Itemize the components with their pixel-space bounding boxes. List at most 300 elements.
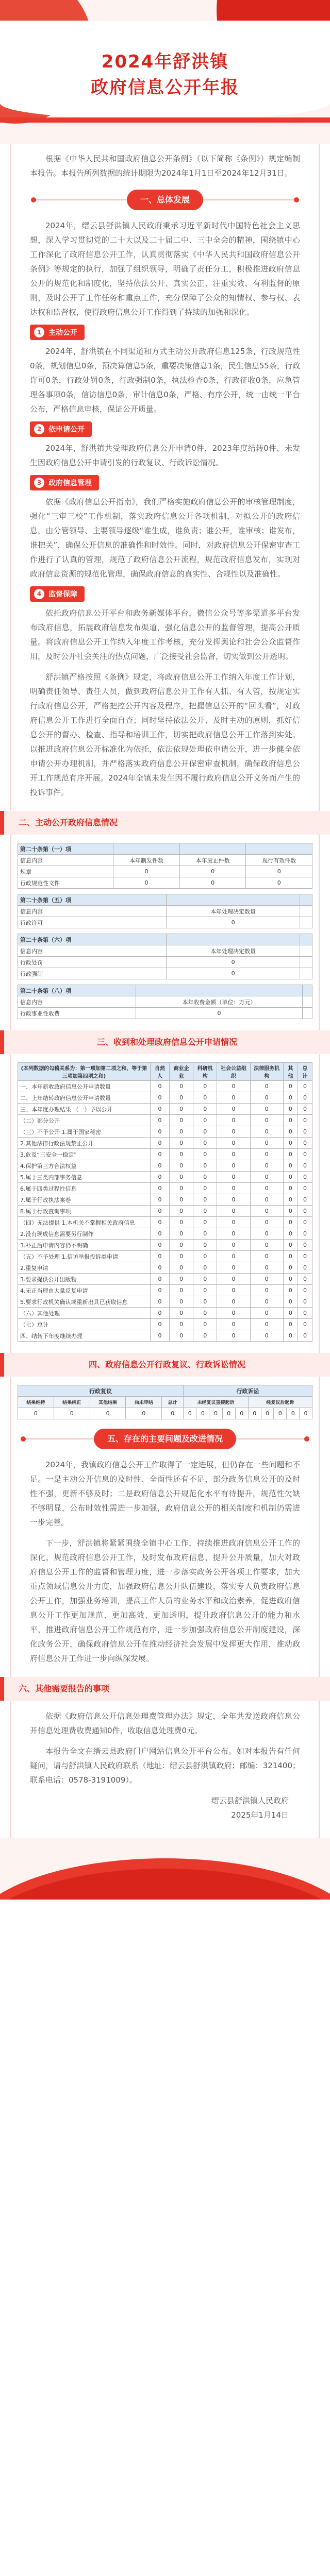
table-row [18, 945, 312, 957]
table-cell: 0 [150, 1308, 169, 1319]
table-cell: 0 [150, 1149, 169, 1160]
supervision-paragraph: 依托政府信息公开平台和政务新媒体平台，微信公众号等多渠道多平台发布政府信息，拓展政府信息发布渠道，强化信息公开的监督管理，提高公开质量。将政府信息公开工作纳入年度工作考核，充分发挥舆论和社会公众监督作用，及时公开社会关注的热点问题，广泛接受社会监督，切实做到公开透明。 [30, 608, 300, 661]
section-1-paragraph: 2024年，缙云县舒洪镇人民政府秉承习近平新时代中国特色社会主义思想，深入学习贯彻党的二十大以及二十届二中、三中全会的精神，围绕镇中心工作深化了政府信息公开工作，认真贯彻落实《中华人民共和国政府信息公开条例》等规定的执行，加强了组织领导，明确了责任分工，积极推进政府信息公开的规范化和制度化，坚持依法公开、真实公正、注重实效、有利监督的原则，及时公开了工作任务和重点工作，充分保障了公众的知情权、参与权、表达权和监督权，使得政府信息公开工作得到了持续的加强和深化。 [30, 221, 300, 317]
table-cell: 0 [170, 1183, 193, 1194]
table-cell [167, 934, 300, 945]
table-cell: 0 [170, 1206, 193, 1217]
table-cell: 0 [217, 1296, 250, 1308]
table-cell: 0 [150, 1206, 169, 1217]
table-cell: 行政强制 [18, 968, 167, 979]
table-cell: 0 [193, 1081, 217, 1092]
table-header-cell: 科研机构 [193, 1063, 217, 1081]
table-cell: 0 [298, 1092, 312, 1104]
table-cell [246, 843, 312, 855]
table-cell: 0 [150, 1126, 169, 1138]
table-cell: 0 [298, 1149, 312, 1160]
table-cell: 0 [170, 1240, 193, 1251]
table-row [18, 996, 312, 1008]
table-cell: 7.属于行政执法案卷 [18, 1194, 151, 1206]
table-cell: 0 [217, 1183, 250, 1194]
subtag-number: 2 [34, 424, 44, 434]
table-row [18, 985, 312, 996]
table-row [18, 855, 312, 866]
table-cell: 0 [193, 1240, 217, 1251]
table-cell: 0 [170, 1285, 193, 1296]
table-cell: 0 [170, 1115, 193, 1126]
section-4-title: 四、政府信息公开行政复议、行政诉讼情况 [88, 1360, 245, 1369]
table-cell: 0 [283, 1217, 298, 1228]
table-cell: 0 [250, 1217, 283, 1228]
section-6-paragraph-2: 本报告全文在缙云县政府门户网站信息公开平台公布。如对本报告有任何疑问，请与舒洪镇人民政府联系（地址：缙云县舒洪镇政府；邮编：321400；联系电话：0578-3191009）。 [30, 1747, 300, 1785]
section-6-title: 六、其他需要报告的事项 [19, 1684, 110, 1693]
table-cell: 0 [298, 1081, 312, 1092]
table-cell: 0 [298, 1308, 312, 1319]
table-cell: 2.重复申请 [18, 1262, 151, 1274]
table-cell: 0 [217, 1228, 250, 1240]
subtag-label: 监督保障 [48, 590, 77, 599]
signature-date: 2025年1月14日 [231, 1810, 289, 1820]
section-2-band [0, 811, 330, 835]
table-cell: 0 [250, 1183, 283, 1194]
table-cell: 第二十条第（六）项 [18, 934, 167, 945]
table-cell: 0 [283, 1092, 298, 1104]
table-cell: 0 [150, 1240, 169, 1251]
table-cell: 0 [193, 1262, 217, 1274]
section-1-banner [31, 189, 299, 211]
table-cell: 0 [150, 1251, 169, 1262]
table-cell [300, 968, 312, 979]
table-cell: 0 [193, 1308, 217, 1319]
table-cell: 0 [298, 1319, 312, 1330]
table-cell: 0 [217, 1319, 250, 1330]
table-cell: 0 [217, 1251, 250, 1262]
table-cell: 4.无正当理由大量反复申请 [18, 1285, 151, 1296]
subtag-active-disclosure [30, 325, 85, 340]
table-row [18, 1408, 312, 1419]
table-cell: 0 [150, 1274, 169, 1285]
table-cell: 信息内容 [18, 945, 167, 957]
banner-dot [294, 197, 299, 202]
table-cell: 三、本年度办理结果 （一）予以公开 [18, 1104, 151, 1115]
table-cell [302, 996, 312, 1008]
table-cell: 0 [150, 1081, 169, 1092]
table-cell: 0 [250, 1240, 283, 1251]
table-cell: 0 [283, 1194, 298, 1206]
subtag-number: 3 [34, 478, 44, 488]
table-cell: 0 [217, 1308, 250, 1319]
table-cell: 4.保护第三方合法权益 [18, 1160, 151, 1172]
table-cell: 现行有效件数 [246, 855, 312, 866]
table-cell: 0 [248, 1408, 261, 1419]
table-header-cell: 经复议后起诉 [248, 1397, 312, 1408]
table-cell: 0 [283, 1262, 298, 1274]
table-cell: 0 [150, 1172, 169, 1183]
table-row [18, 917, 312, 928]
table-cell: 0 [250, 1319, 283, 1330]
table-cell: 0 [170, 1262, 193, 1274]
table-cell: 0 [150, 1160, 169, 1172]
table-cell: 0 [250, 1138, 283, 1149]
table-cell: 3.危及“三安全一稳定” [18, 1149, 151, 1160]
table-cell: 0 [298, 1126, 312, 1138]
table-cell: 0 [298, 1115, 312, 1126]
table-cell: 0 [283, 1081, 298, 1092]
table-cell: 0 [196, 1408, 209, 1419]
table-4 [18, 1385, 312, 1419]
table-cell: 0 [298, 1172, 312, 1183]
table-cell: 0 [170, 1274, 193, 1285]
table-cell: 0 [193, 1217, 217, 1228]
table-cell: 0 [193, 1138, 217, 1149]
table-cell: 2.其他法律行政法规禁止公开 [18, 1138, 151, 1149]
table-cell: 0 [250, 1115, 283, 1126]
section-5-paragraph-1: 2024年，我镇政府信息公开工作取得了一定进展，但仍存在一些问题和不足。一是主动公开信息的及时性、全面性还有不足，部分政务信息公开的及时性不强，更新不够及时；二是政府信息公开规范化水平有待提升，规范性欠缺不够明显，公布时效性需进一步加强，政府信息公开的相关制度和机制仍需进一步完善。 [30, 1460, 300, 1527]
subtag-label: 依申请公开 [48, 426, 85, 434]
table-row [18, 1308, 312, 1319]
table-cell: 0 [170, 1308, 193, 1319]
table-cell: 0 [150, 1319, 169, 1330]
table-cell [300, 894, 312, 906]
table-cell: 3.要求提供公开出版物 [18, 1274, 151, 1285]
table-cell: 0 [298, 1138, 312, 1149]
table-cell: 本年制发件数 [113, 855, 180, 866]
table-cell: 0 [298, 1285, 312, 1296]
table-cell: 本年处理决定数量 [167, 906, 300, 917]
table-cell: （二）部分公开 [18, 1115, 151, 1126]
table-row [18, 1206, 312, 1217]
subtag-number: 1 [34, 327, 44, 337]
table-cell: 0 [150, 1262, 169, 1274]
table-cell: 0 [283, 1126, 298, 1138]
table-cell: 0 [283, 1172, 298, 1183]
table-row [18, 1296, 312, 1308]
table-cell: 0 [217, 1104, 250, 1115]
table-cell: 0 [250, 1092, 283, 1104]
table-cell: 0 [193, 1126, 217, 1138]
table-cell: 0 [193, 1251, 217, 1262]
table-cell: 0 [298, 1251, 312, 1262]
table-cell: 0 [217, 1115, 250, 1126]
supervision-extra-paragraph: 舒洪镇严格按照《条例》规定，将政府信息公开工作纳入年度工作计划，明确责任领导、责任人员，做到政府信息公开工作有人抓、有人管，按规定实行政府信息公开，严格把控公开内容及程序，把握信息公开的“回头看”，对政府信息公开工作进行全面自查；同时坚持依法公开、及时主动的原则，抓好信息公开的督办、检查、指导和培训工作，切实把政府信息公开工作落到实处。以推进政府信息公开标准化为依托，依法依规处理依申请公开，进一步健全依申请公开办理机制，并严格落实政府信息公开保密审查机制，确保政府信息公开工作规范有序开展。2024年全镇未发生因不履行政府信息公开义务而产生的投诉事件。 [30, 672, 300, 797]
table-cell: 0 [250, 1251, 283, 1262]
table-cell: 0 [217, 1160, 250, 1172]
section-5-paragraph-2: 下一步，舒洪镇将紧紧围绕全镇中心工作，持续推进政府信息公开工作的深化，规范政府信息公开工作，及时发布政府信息，提升公开质量，加大对政府信息公开工作的监督和管理力度，进一步落实政务公开各项工作要求，加大重点领域信息公开力度，加强政府信息公开队伍建设，落实专人负责政府信息公开工作，加强业务培训，提高工作人员的业务水平和政治素养，促进政府信息公开工作更加规范、更加高效、更加透明，提升政府信息公开的能力和水平，推进政府信息公开工作规范有序，进一步加强政府信息公开制度建设，深化政务公开，确保政府信息公开在推动经济社会发展中发挥更大作用，推动政府信息公开工作进一步向纵深发展。 [30, 1538, 300, 1663]
table-cell: 0 [298, 1194, 312, 1206]
signature-org: 缙云县舒洪镇人民政府 [211, 1796, 289, 1805]
table-cell: 0 [217, 1126, 250, 1138]
table-cell: 0 [170, 1104, 193, 1115]
table-cell: 0 [126, 1408, 162, 1419]
table-header-row [18, 1397, 312, 1408]
table-cell: 二、上年结转政府信息公开申请数量 [18, 1092, 151, 1104]
table-cell: 6.属于四类过程性信息 [18, 1183, 151, 1194]
table-cell: 0 [193, 1274, 217, 1285]
table-cell: 0 [217, 1262, 250, 1274]
table-header-cell: 总计 [298, 1063, 312, 1081]
table-cell [300, 945, 312, 957]
table-row [18, 1104, 312, 1115]
table-cell: 0 [193, 1160, 217, 1172]
table-cell: 0 [283, 1251, 298, 1262]
table-cell: 0 [150, 1217, 169, 1228]
table-cell: 0 [90, 1408, 126, 1419]
table-cell: 0 [167, 917, 300, 928]
table-cell: 0 [250, 1160, 283, 1172]
table-cell: 0 [283, 1296, 298, 1308]
table-cell: 0 [179, 866, 246, 877]
table-cell: 0 [193, 1296, 217, 1308]
table-cell [300, 906, 312, 917]
table-cell: 0 [283, 1228, 298, 1240]
table-row [18, 1081, 312, 1092]
table-cell: 0 [193, 1092, 217, 1104]
table-2-wrapper [0, 843, 330, 1019]
table-header-cell: 结果维持 [18, 1397, 54, 1408]
table-cell: 0 [283, 1285, 298, 1296]
table-cell: 0 [170, 1138, 193, 1149]
table-cell: 0 [150, 1296, 169, 1308]
subtag-info-management [30, 475, 99, 490]
table-cell: 0 [150, 1138, 169, 1149]
table-row [18, 1274, 312, 1285]
table-cell: 信息内容 [18, 906, 167, 917]
table-cell: 0 [283, 1104, 298, 1115]
table-cell [302, 985, 312, 996]
table-cell: 0 [283, 1274, 298, 1285]
table-cell: 0 [298, 1217, 312, 1228]
table-cell: 0 [113, 866, 180, 877]
table-header-cell: 商业企业 [170, 1063, 193, 1081]
table-cell: 0 [283, 1308, 298, 1319]
table-cell: 本年处理决定数量 [167, 945, 300, 957]
table-cell: （七）总计 [18, 1319, 151, 1330]
table-row [18, 1285, 312, 1296]
table-cell: 0 [170, 1251, 193, 1262]
table-cell: 0 [283, 1149, 298, 1160]
table-cell: 0 [298, 1262, 312, 1274]
table-cell: 0 [283, 1138, 298, 1149]
table-cell: 0 [250, 1228, 283, 1240]
table-cell: 0 [217, 1092, 250, 1104]
table-cell [300, 917, 312, 928]
table-cell [300, 934, 312, 945]
table-4-wrapper [0, 1385, 330, 1419]
table-cell: 行政处罚 [18, 957, 167, 968]
table-header-cell: (本列数据的勾稽关系为：第一项加第二项之和，等于第三项加第四项之和) [18, 1063, 151, 1081]
table-cell [167, 894, 300, 906]
table-cell: 0 [298, 1206, 312, 1217]
table-cell: 0 [179, 877, 246, 889]
table-row [18, 968, 312, 979]
table-cell: 0 [167, 957, 300, 968]
table-group-cell: 行政复议 [18, 1385, 184, 1397]
table-cell [179, 843, 246, 855]
table-2a [18, 843, 312, 889]
table-cell: 0 [193, 1149, 217, 1160]
table-row [18, 1330, 312, 1342]
section-3-band [0, 1030, 330, 1054]
table-header-cell: 其他 [283, 1063, 298, 1081]
table-cell: 0 [250, 1274, 283, 1285]
table-cell: 0 [298, 1104, 312, 1115]
table-cell: 0 [193, 1183, 217, 1194]
table-cell: 0 [235, 1408, 248, 1419]
report-header [0, 0, 330, 144]
table-row [18, 1262, 312, 1274]
table-row [18, 957, 312, 968]
table-row [18, 1194, 312, 1206]
table-cell: 0 [217, 1138, 250, 1149]
table-cell: 0 [283, 1115, 298, 1126]
table-cell: 行政规范性文件 [18, 877, 113, 889]
table-row [18, 843, 312, 855]
section-5-banner [21, 1428, 309, 1450]
table-cell: 0 [217, 1240, 250, 1251]
table-cell: 0 [136, 1008, 303, 1019]
table-cell: 0 [217, 1172, 250, 1183]
table-row [18, 1115, 312, 1126]
table-cell: 0 [217, 1217, 250, 1228]
table-row [18, 1217, 312, 1228]
table-row [18, 1149, 312, 1160]
banner-dot [304, 1436, 309, 1442]
table-cell: 行政事业性收费 [18, 1008, 136, 1019]
table-cell: 0 [298, 1330, 312, 1342]
table-cell: 0 [150, 1104, 169, 1115]
table-header-cell: 社会公益组织 [217, 1063, 250, 1081]
table-cell: 0 [170, 1319, 193, 1330]
table-cell: 0 [283, 1319, 298, 1330]
table-cell: 0 [217, 1081, 250, 1092]
table-row [18, 1228, 312, 1240]
table-cell: 0 [250, 1262, 283, 1274]
active-disclosure-paragraph: 2024年，舒洪镇在不同渠道和方式主动公开政府信息125条，行政规范性0条，规划信息0条，预决算信息5条，重要决策信息1条，民生信息55条，行政许可0条，行政处罚0条，行政强制0条，执法检查0条，行政征收0条，应急管理各事项0条，信访信息0条，审计信息0条，严格、有序公开，统一由统一平台公布，严格信息审核，保证公开质量。 [30, 347, 300, 414]
table-cell: 0 [150, 1228, 169, 1240]
table-row [18, 877, 312, 889]
banner-dot [31, 197, 36, 202]
table-cell: 0 [250, 1296, 283, 1308]
section-1-title: 一、总体发展 [127, 190, 203, 210]
table-cell: 0 [250, 1194, 283, 1206]
table-cell: 0 [217, 1285, 250, 1296]
subtag-label: 主动公开 [48, 329, 77, 337]
table-cell: 0 [217, 1330, 250, 1342]
banner-dot [21, 1436, 26, 1442]
section-6-band [0, 1677, 330, 1701]
table-cell: 0 [283, 1160, 298, 1172]
table-cell: 0 [250, 1285, 283, 1296]
table-cell: 0 [193, 1319, 217, 1330]
table-cell: 0 [170, 1217, 193, 1228]
table-cell: 0 [150, 1183, 169, 1194]
table-row [18, 1183, 312, 1194]
table-cell: 0 [150, 1194, 169, 1206]
table-cell: 规章 [18, 866, 113, 877]
table-row [18, 906, 312, 917]
table-cell: 0 [150, 1330, 169, 1342]
table-cell: 5.属于三类内部事务信息 [18, 1172, 151, 1183]
table-header-row [18, 1063, 312, 1081]
table-cell: 0 [193, 1194, 217, 1206]
table-cell: 3.补正后申请内容仍不明确 [18, 1240, 151, 1251]
table-cell: 行政许可 [18, 917, 167, 928]
table-cell: 信息内容 [18, 855, 113, 866]
table-cell: 0 [283, 1330, 298, 1342]
table-cell: 0 [250, 1149, 283, 1160]
table-cell: 0 [246, 877, 312, 889]
table-cell: 0 [287, 1408, 300, 1419]
table-cell: 0 [250, 1126, 283, 1138]
table-cell: 5.要求行政机关确认或重新出具已获取信息 [18, 1296, 151, 1308]
table-cell: 0 [150, 1115, 169, 1126]
section-2-title: 二、主动公开政府信息情况 [19, 818, 118, 827]
table-cell [136, 985, 303, 996]
table-cell: 0 [298, 1160, 312, 1172]
table-header-cell: 尚未审结 [126, 1397, 162, 1408]
table-cell: 0 [170, 1228, 193, 1240]
table-2d [18, 985, 312, 1019]
table-row [18, 1251, 312, 1262]
table-cell: 0 [250, 1330, 283, 1342]
intro-paragraph: 根据《中华人民共和国政府信息公开条例》（以下简称《条例》）规定编制本报告。本报告所列数据的统计期限为2024年1月1日至2024年12月31日。 [30, 154, 300, 178]
table-cell: 0 [193, 1172, 217, 1183]
table-cell: 0 [298, 1228, 312, 1240]
table-cell: 0 [193, 1104, 217, 1115]
report-title-line1: 2024年舒洪镇 [101, 52, 229, 72]
table-cell: 0 [283, 1206, 298, 1217]
table-cell: 0 [298, 1274, 312, 1285]
table-cell: （四）无法提供 1.本机关不掌握相关政府信息 [18, 1217, 151, 1228]
table-cell: 0 [184, 1408, 196, 1419]
subtag-supervision [30, 586, 85, 602]
table-group-cell: 行政诉讼 [184, 1385, 312, 1397]
table-cell: 0 [250, 1172, 283, 1183]
table-cell: 2.没有现成信息需要另行制作 [18, 1228, 151, 1240]
table-cell: 0 [283, 1240, 298, 1251]
table-cell: 0 [150, 1285, 169, 1296]
table-cell: 信息内容 [18, 996, 136, 1008]
table-cell: 四、结转下年度继续办理 [18, 1330, 151, 1342]
subtag-on-request [30, 421, 92, 437]
table-cell: 0 [170, 1126, 193, 1138]
table-cell: 0 [300, 1408, 312, 1419]
table-row [18, 1092, 312, 1104]
table-cell: 0 [193, 1330, 217, 1342]
table-3 [18, 1062, 312, 1342]
table-cell: 0 [274, 1408, 287, 1419]
table-cell: 0 [250, 1308, 283, 1319]
table-2b [18, 894, 312, 928]
table-cell: 0 [250, 1206, 283, 1217]
table-cell: 0 [246, 866, 312, 877]
table-cell: 0 [150, 1092, 169, 1104]
table-header-cell: 法律服务机构 [250, 1063, 283, 1081]
section-3-title: 三、收到和处理政府信息公开申请情况 [96, 1037, 237, 1047]
table-cell: 0 [298, 1183, 312, 1194]
table-cell: 0 [193, 1228, 217, 1240]
table-cell: 一、本年新收政府信息公开申请数量 [18, 1081, 151, 1092]
table-header-cell: 未经复议直接起诉 [184, 1397, 249, 1408]
table-cell: 0 [170, 1172, 193, 1183]
table-cell [113, 843, 180, 855]
table-cell: 0 [217, 1149, 250, 1160]
section-4-band [0, 1353, 330, 1377]
table-cell [300, 957, 312, 968]
table-cell: 0 [217, 1274, 250, 1285]
table-cell: （三）不予公开 1.属于国家秘密 [18, 1126, 151, 1138]
table-cell: 本年收费金额（单位：万元） [136, 996, 303, 1008]
table-cell: 0 [193, 1115, 217, 1126]
